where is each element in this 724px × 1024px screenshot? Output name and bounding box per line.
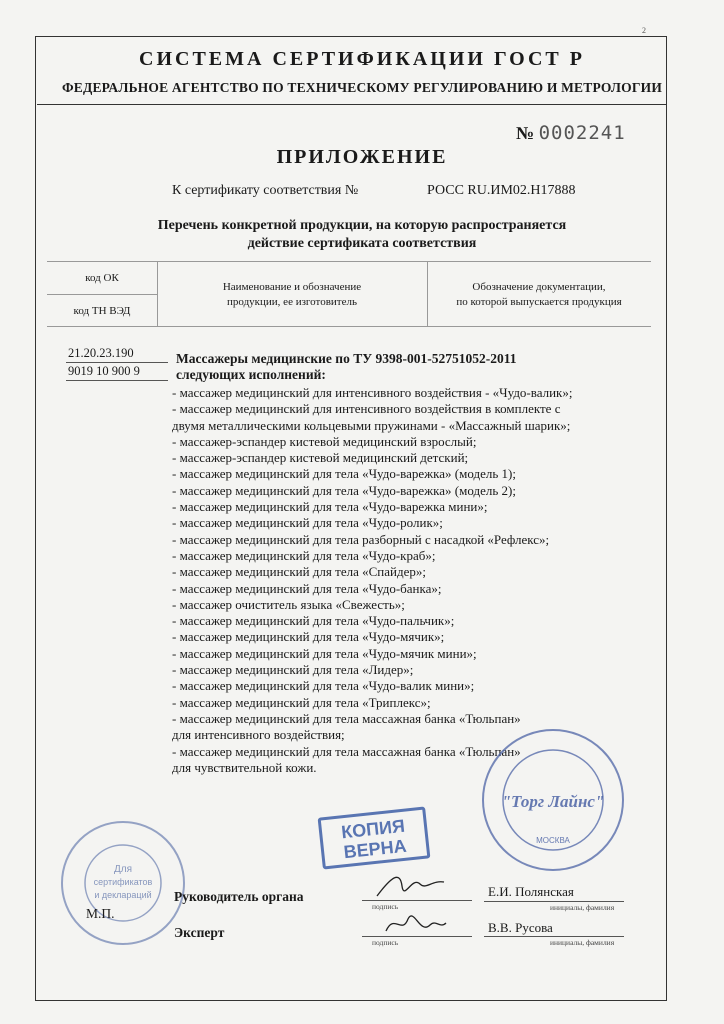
table-code-divider — [47, 294, 157, 295]
list-item: - массажер медицинский для тела «Чудо-пальчик»; — [172, 613, 455, 629]
page-title: ПРИЛОЖЕНИЕ — [276, 146, 448, 168]
initials-caption: инициалы, фамилия — [550, 938, 615, 947]
number-sign: № — [516, 123, 535, 143]
company-stamp-name: "Торг Лайнс" — [501, 792, 605, 811]
product-heading — [176, 351, 516, 383]
list-item: для интенсивного воздействия; — [172, 727, 345, 743]
mp-label: М.П. — [86, 906, 115, 921]
code-ok-value: 21.20.23.190 — [68, 346, 134, 360]
list-item: - массажер медицинский для тела «Лидер»; — [172, 662, 414, 678]
header-code-ok: код ОК — [85, 272, 119, 284]
header-code-tnved: код ТН ВЭД — [73, 305, 131, 317]
corner-mark: 2 — [642, 26, 646, 35]
certificate-label: К сертификату соответствия № — [172, 183, 359, 198]
signature-caption: подпись — [372, 938, 399, 947]
list-item: - массажер-эспандер кистевой медицинский детский; — [172, 450, 469, 466]
list-item: - массажер медицинский для тела «Чудо-мячик»; — [172, 629, 445, 645]
list-item: - массажер медицинский для тела «Чудо-варежка мини»; — [172, 499, 488, 515]
list-item: - массажер-эспандер кистевой медицинский взрослый; — [172, 433, 477, 449]
list-item: - массажер медицинский для тела «Чудо-мячик мини»; — [172, 645, 477, 661]
product-heading-line: Массажеры медицинские по ТУ 9398-001-52751052-2011 — [176, 351, 517, 366]
organ-seal-stamp — [58, 818, 188, 948]
list-item: - массажер медицинский для интенсивного воздействия в комплекте с — [172, 401, 561, 417]
code-underline — [66, 362, 168, 363]
company-stamp-city: МОСКВА — [536, 836, 570, 845]
code-underline — [66, 380, 168, 381]
head-name: Е.И. Полянская — [488, 884, 574, 899]
expert-name: В.В. Русова — [488, 920, 553, 935]
list-item: - массажер медицинский для тела «Чудо-банка»; — [172, 580, 442, 596]
list-item: - массажер очиститель языка «Свежесть»; — [172, 596, 405, 612]
system-title: СИСТЕМА СЕРТИФИКАЦИИ ГОСТ Р — [139, 48, 585, 70]
list-item: - массажер медицинский для тела «Чудо-варежка» (модель 1); — [172, 466, 516, 482]
list-item: двумя металлическими кольцевыми пружинами - «Массажный шарик»; — [172, 417, 571, 433]
list-item: - массажер медицинский для тела массажная банка «Тюльпан» — [172, 743, 521, 759]
list-item: - массажер медицинский для тела «Чудо-варежка» (модель 2); — [172, 482, 516, 498]
table-header — [47, 261, 651, 327]
list-heading-line-2: действие сертификата соответствия — [247, 236, 477, 251]
header-product-name-line: продукции, ее изготовитель — [227, 296, 357, 308]
product-heading-line: следующих исполнений: — [176, 367, 326, 382]
header-product-name — [157, 280, 427, 310]
list-item: - массажер медицинский для тела массажная банка «Тюльпан» — [172, 710, 521, 726]
header-documentation-line: по которой выпускается продукция — [456, 296, 622, 308]
list-heading-line-1: Перечень конкретной продукции, на которую распространяется — [157, 218, 567, 233]
header-documentation — [427, 280, 651, 310]
list-item: для чувствительной кожи. — [172, 759, 317, 775]
form-number — [516, 122, 626, 144]
product-list — [172, 385, 572, 776]
certificate-number: РОСС RU.ИМ02.Н17888 — [427, 183, 576, 198]
number-value: 0002241 — [538, 122, 626, 144]
initials-caption: инициалы, фамилия — [550, 903, 615, 912]
list-item: - массажер медицинский для тела разборный с насадкой «Рефлекс»; — [172, 531, 550, 547]
signature-line — [362, 900, 472, 901]
expert-label: Эксперт — [174, 925, 225, 940]
list-item: - массажер медицинский для тела «Спайдер»; — [172, 564, 426, 580]
copy-stamp-line: КОПИЯ — [340, 815, 406, 843]
organ-seal-text: сертификатов — [93, 877, 153, 887]
list-item: - массажер медицинский для тела «Чудо-валик мини»; — [172, 678, 475, 694]
organ-seal-text: и деклараций — [94, 890, 152, 900]
code-tnved-value: 9019 10 900 9 — [68, 364, 140, 378]
header-product-name-line: Наименование и обозначение — [222, 281, 362, 293]
organ-seal-text: Для — [113, 864, 133, 875]
company-seal-stamp — [478, 725, 628, 875]
header-documentation-line: Обозначение документации, — [472, 281, 606, 293]
head-of-organ-label: Руководитель органа — [174, 889, 304, 904]
list-item: - массажер медицинский для интенсивного воздействия - «Чудо-валик»; — [172, 385, 573, 400]
signature-caption: подпись — [372, 902, 399, 911]
list-item: - массажер медицинский для тела «Чудо-ролик»; — [172, 515, 443, 531]
name-line — [484, 936, 624, 937]
signature-line — [362, 936, 472, 937]
copy-stamp-line: ВЕРНА — [342, 835, 408, 863]
agency-title: ФЕДЕРАЛЬНОЕ АГЕНТСТВО ПО ТЕХНИЧЕСКОМУ РЕГУЛИРОВАНИЮ И МЕТРОЛОГИИ — [61, 80, 663, 95]
list-item: - массажер медицинский для тела «Триплекс»; — [172, 694, 431, 710]
name-line — [484, 901, 624, 902]
header-divider — [37, 104, 666, 105]
list-heading — [0, 217, 724, 253]
list-item: - массажер медицинский для тела «Чудо-краб»; — [172, 547, 436, 563]
